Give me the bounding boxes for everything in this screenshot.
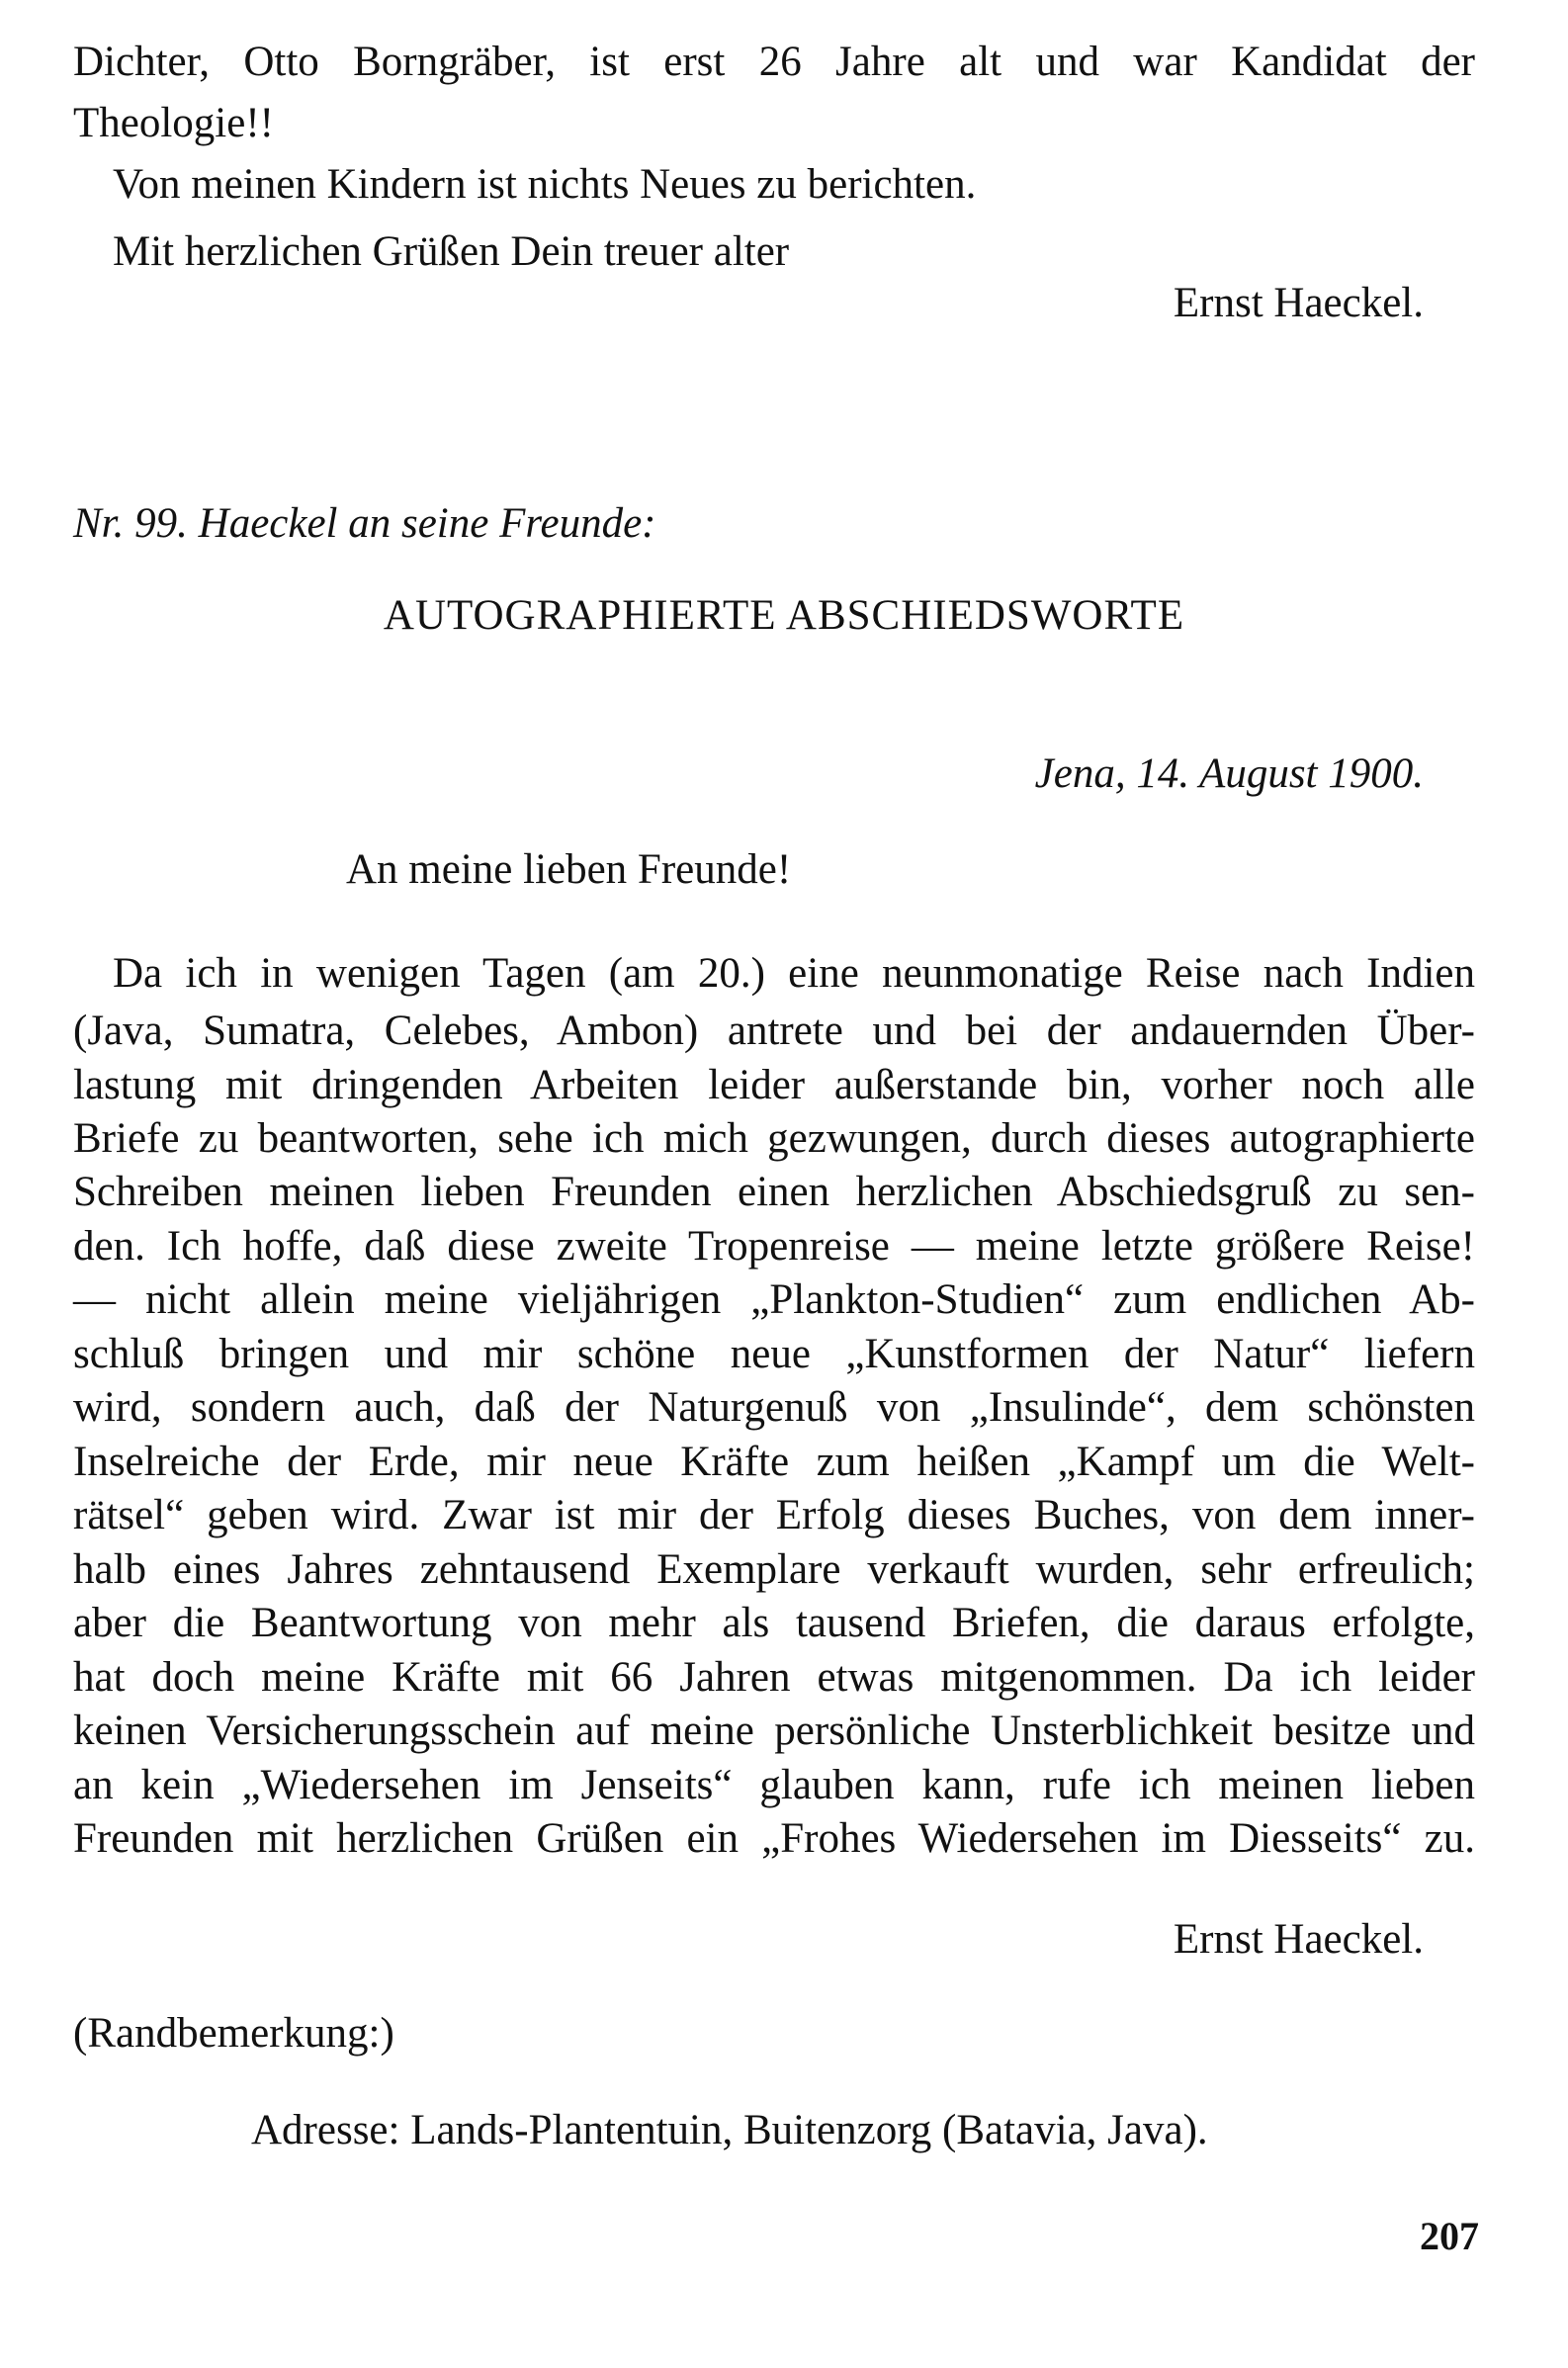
body-line: keinen Versicherungsschein auf meine persönliche Unsterblichkeit besitze und — [73, 1708, 1475, 1754]
body-line: an kein „Wiedersehen im Jenseits“ glauben kann, rufe ich meinen lieben — [73, 1762, 1475, 1808]
text-line: Von meinen Kindern ist nichts Neues zu berichten. — [113, 161, 977, 208]
body-line: Inselreiche der Erde, mir neue Kräfte zum heißen „Kampf um die Welt- — [73, 1439, 1475, 1485]
place-date: Jena, 14. August 1900. — [1034, 750, 1424, 797]
body-line: Schreiben meinen lieben Freunden einen herzlichen Abschiedsgruß zu sen- — [73, 1169, 1475, 1215]
body-line: aber die Beantwortung von mehr als tausend Briefen, die daraus erfolgte, — [73, 1600, 1475, 1646]
body-line: lastung mit dringenden Arbeiten leider außerstande bin, vorher noch alle — [73, 1062, 1475, 1108]
letter-title: AUTOGRAPHIERTE ABSCHIEDSWORTE — [383, 592, 1185, 639]
body-line: — nicht allein meine vieljährigen „Plankton-Studien“ zum endlichen Ab- — [73, 1276, 1475, 1323]
body-line: rätsel“ geben wird. Zwar ist mir der Erfolg dieses Buches, von dem inner- — [73, 1492, 1475, 1538]
text-line: Dichter, Otto Borngräber, ist erst 26 Jahre alt und war Kandidat der — [73, 39, 1475, 85]
signature: Ernst Haeckel. — [1173, 280, 1424, 326]
text-line: Mit herzlichen Grüßen Dein treuer alter — [113, 228, 790, 275]
address: Adresse: Lands-Plantentuin, Buitenzorg (Batavia, Java). — [251, 2107, 1208, 2153]
margin-note: (Randbemerkung:) — [73, 2010, 394, 2057]
letter-heading: Nr. 99. Haeckel an seine Freunde: — [73, 500, 656, 547]
signature: Ernst Haeckel. — [1173, 1916, 1424, 1963]
salutation: An meine lieben Freunde! — [346, 846, 792, 893]
body-line: schluß bringen und mir schöne neue „Kunstformen der Natur“ liefern — [73, 1331, 1475, 1377]
body-line: Da ich in wenigen Tagen (am 20.) eine neunmonatige Reise nach Indien — [113, 950, 1475, 997]
body-line: Freunden mit herzlichen Grüßen ein „Frohes Wiedersehen im Diesseits“ zu. — [73, 1815, 1475, 1862]
body-line: den. Ich hoffe, daß diese zweite Tropenreise — meine letzte größere Reise! — [73, 1223, 1475, 1270]
body-line: halb eines Jahres zehntausend Exemplare verkauft wurden, sehr erfreulich; — [73, 1546, 1475, 1593]
body-line: (Java, Sumatra, Celebes, Ambon) antrete und bei der andauernden Über- — [73, 1008, 1475, 1054]
text-line: Theologie!! — [73, 100, 274, 146]
page-number: 207 — [1420, 2214, 1479, 2258]
body-line: wird, sondern auch, daß der Naturgenuß von „Insulinde“, dem schönsten — [73, 1384, 1475, 1431]
body-line: Briefe zu beantworten, sehe ich mich gezwungen, durch dieses autographierte — [73, 1115, 1475, 1162]
body-line: hat doch meine Kräfte mit 66 Jahren etwas mitgenommen. Da ich leider — [73, 1654, 1475, 1701]
